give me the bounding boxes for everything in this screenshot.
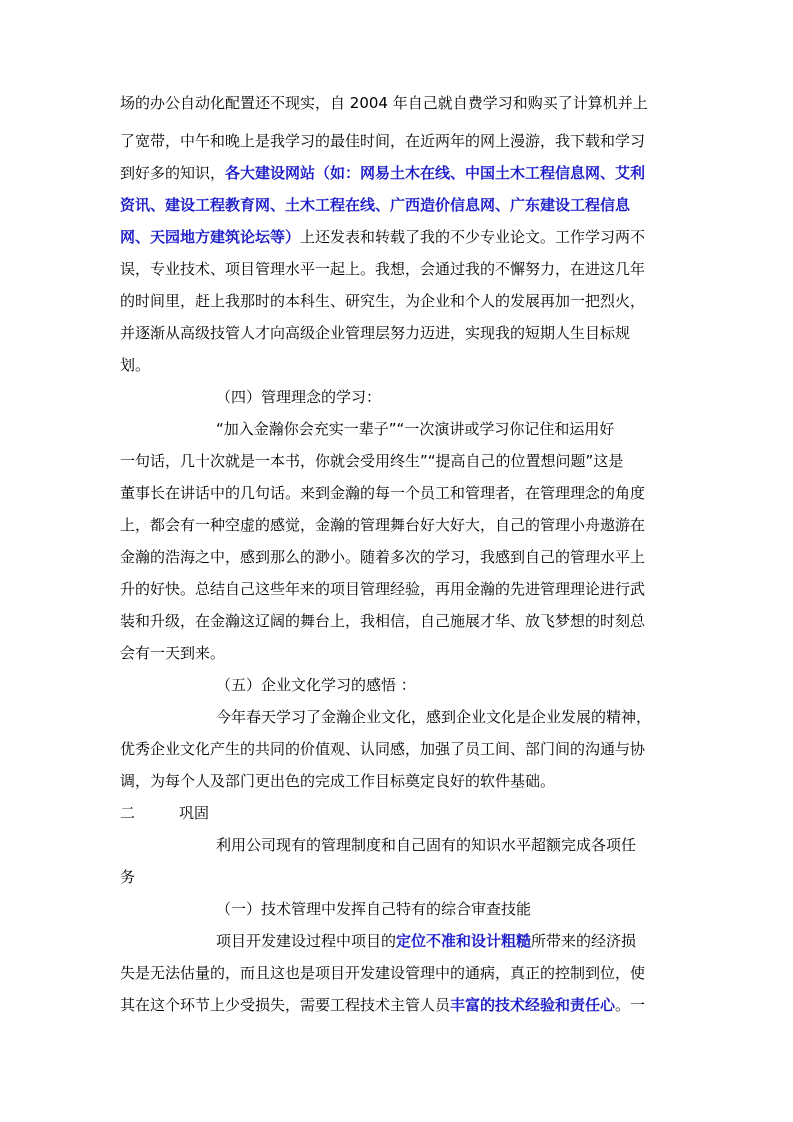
body-line-8: 并逐渐从高级技管人才向高级企业管理层努力迈进，实现我的短期人生目标规 — [120, 324, 631, 342]
body-line-11: “加入金瀚你会充实一辈子”“一次演讲或学习你记住和运用好 — [216, 420, 615, 438]
body-line-7: 的时间里，赶上我那时的本科生、研究生，为企业和个人的发展再加一把烈火， — [120, 292, 646, 310]
chapter-heading-2: 二 巩固 — [120, 804, 210, 822]
highlight-websites-end: 网、天园地方建筑论坛等） — [120, 228, 301, 246]
body-line-27: 项目开发建设过程中项目的定位不准和设计粗糙所带来的经济损 — [216, 932, 637, 950]
highlight-websites: 各大建设网站（如：网易土木在线、中国土木工程信息网、艾利 — [225, 164, 646, 182]
body-line-29: 其在这个环节上少受损失，需要工程技术主管人员丰富的技术经验和责任心。一 — [120, 996, 646, 1014]
body-line-3: 到好多的知识，各大建设网站（如：网易土木在线、中国土木工程信息网、艾利 — [120, 164, 646, 182]
body-line-16: 升的好快。总结自己这些年来的项目管理经验，再用金瀚的先进管理理论进行武 — [120, 580, 646, 598]
body-line-1: 场的办公自动化配置还不现实，自 2004 年自己就自费学习和购买了计算机并上 — [120, 94, 648, 112]
body-line-14: 上，都会有一种空虚的感觉，金瀚的管理舞台好大好大，自己的管理小舟遨游在 — [120, 516, 646, 534]
body-line-15: 金瀚的浩海之中，感到那么的渺小。随着多次的学习，我感到自己的管理水平上 — [120, 548, 646, 566]
body-line-22: 调，为每个人及部门更出色的完成工作目标奠定良好的软件基础。 — [120, 772, 556, 790]
body-line-13: 董事长在讲话中的几句话。来到金瀚的每一个员工和管理者，在管理理念的角度 — [120, 484, 646, 502]
highlight-websites-cont: 资讯、建设工程教育网、土木工程在线、广西造价信息网、广东建设工程信息 — [120, 196, 631, 214]
body-line-17: 装和升级，在金瀚这辽阔的舞台上，我相信，自己施展才华、放飞梦想的时刻总 — [120, 612, 646, 630]
highlight-experience: 丰富的技术经验和责任心 — [450, 996, 616, 1014]
body-line-18: 会有一天到来。 — [120, 644, 226, 662]
section-heading-1: （一）技术管理中发挥自己特有的综合审查技能 — [216, 900, 532, 918]
section-heading-5: （五）企业文化学习的感悟 ： — [216, 676, 416, 694]
body-line-4 — [120, 195, 630, 215]
body-line-6: 误，专业技术、项目管理水平一起上。我想，会通过我的不懈努力，在进这几年 — [120, 260, 646, 278]
body-line-28: 失是无法估量的，而且这也是项目开发建设管理中的通病，真正的控制到位，使 — [120, 964, 646, 982]
body-line-9: 划。 — [120, 356, 151, 374]
highlight-positioning: 定位不准和设计粗糙 — [396, 932, 532, 950]
body-line-25: 务 — [120, 868, 136, 886]
body-line-12: 一句话，几十次就是一本书，你就会受用终生”“提高自己的位置想问题”这是 — [120, 452, 624, 470]
section-heading-4: （四）管理理念的学习： — [216, 388, 382, 406]
body-line-20: 今年春天学习了金瀚企业文化，感到企业文化是企业发展的精神， — [216, 708, 652, 726]
body-line-21: 优秀企业文化产生的共同的价值观、认同感，加强了员工间、部门间的沟通与协 — [120, 740, 646, 758]
body-line-24: 利用公司现有的管理制度和自己固有的知识水平超额完成各项任 — [216, 836, 637, 854]
body-line-5: 网、天园地方建筑论坛等）上还发表和转载了我的不少专业论文。工作学习两不 — [120, 228, 646, 246]
body-line-2: 了宽带，中午和晚上是我学习的最佳时间，在近两年的网上漫游，我下载和学习 — [120, 132, 646, 150]
